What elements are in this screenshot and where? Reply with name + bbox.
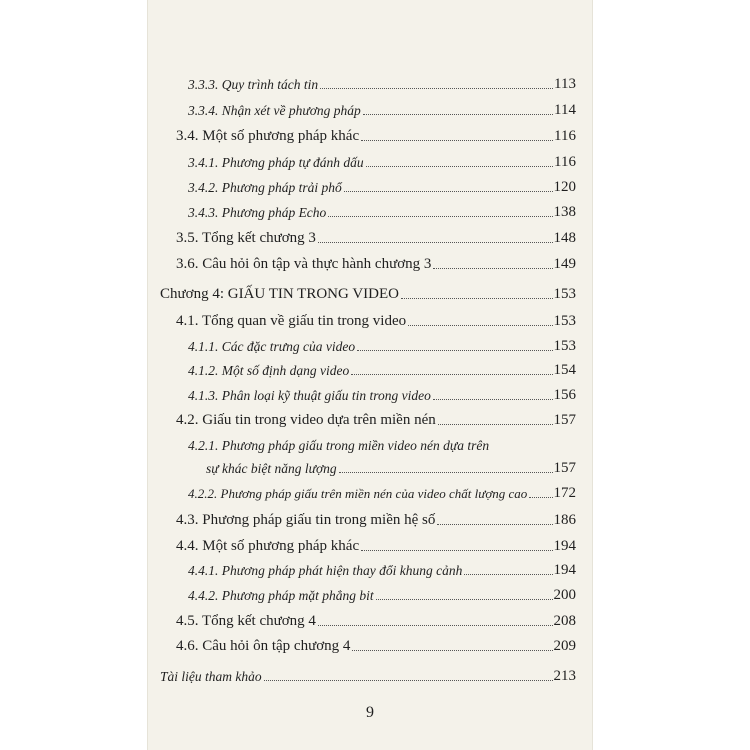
- dot-leader: [438, 424, 553, 425]
- toc-entry: [188, 485, 576, 502]
- toc-entry-label: 4.1. Tổng quan về giấu tin trong video: [176, 313, 407, 329]
- toc-entry-label: 4.6. Câu hỏi ôn tập chương 4: [176, 638, 351, 654]
- toc-entry-label: Tài liệu tham khảo: [160, 669, 262, 684]
- toc-entry-label: 4.1.3. Phân loại kỹ thuật giấu tin trong video: [188, 388, 431, 403]
- toc-entry-label: 3.4.3. Phương pháp Echo: [188, 205, 327, 220]
- dot-leader: [433, 399, 553, 400]
- dot-leader: [339, 472, 553, 473]
- toc-entry-label: 4.2.1. Phương pháp giấu trong miền video nén dựa trên: [188, 438, 490, 453]
- toc-entry-page: 113: [554, 76, 576, 92]
- book-page: [148, 0, 592, 750]
- toc-entry: [206, 460, 576, 477]
- toc-entry-label: 3.4.1. Phương pháp tự đánh dấu: [188, 155, 364, 170]
- dot-leader: [401, 298, 553, 299]
- toc-entry-label: 3.4. Một số phương pháp khác: [176, 128, 360, 144]
- dot-leader: [529, 497, 552, 498]
- toc-entry: [176, 613, 576, 630]
- toc-entry-page: 213: [553, 668, 576, 684]
- dot-leader: [318, 242, 553, 243]
- toc-entry-label: 4.5. Tổng kết chương 4: [176, 613, 316, 629]
- toc-entry-label: 3.4.2. Phương pháp trải phổ: [188, 180, 342, 195]
- dot-leader: [352, 650, 552, 651]
- toc-entry-page: 194: [553, 538, 576, 554]
- toc-entry-label: 4.2.2. Phương pháp giấu trên miền nén của video chất lượng cao: [188, 486, 528, 501]
- toc-entry-label-continued: sự khác biệt năng lượng: [206, 461, 337, 476]
- toc-entry: [176, 638, 576, 655]
- toc-entry-page: 194: [553, 562, 576, 578]
- toc-entry-page: 153: [553, 286, 576, 302]
- toc-entry-label: 4.1.2. Một số định dạng video: [188, 363, 350, 378]
- dot-leader: [433, 268, 552, 269]
- toc-entry: [188, 562, 576, 579]
- toc-entry: [160, 668, 576, 685]
- toc-entry-page: 116: [554, 128, 576, 144]
- toc-entry-page: 157: [553, 412, 576, 428]
- toc-entry: [176, 256, 576, 273]
- toc-entry-label: 4.3. Phương pháp giấu tin trong miền hệ số: [176, 512, 436, 528]
- dot-leader: [376, 599, 553, 600]
- dot-leader: [344, 191, 553, 192]
- toc-entry-label: 4.4.1. Phương pháp phát hiện thay đổi khung cảnh: [188, 563, 463, 578]
- toc-entry-page: 172: [553, 485, 576, 501]
- dot-leader: [408, 325, 552, 326]
- toc-chapter-label: Chương 4: GIẤU TIN TRONG VIDEO: [160, 286, 399, 302]
- toc-entry-page: 120: [553, 179, 576, 195]
- dot-leader: [363, 114, 553, 115]
- dot-leader: [357, 350, 552, 351]
- toc-entry: [176, 412, 576, 429]
- toc-entry-page: 200: [553, 587, 576, 603]
- toc-entry: [188, 179, 576, 196]
- toc-entry-page: 116: [554, 154, 576, 170]
- toc-entry: [188, 587, 576, 604]
- toc-entry: [188, 102, 576, 119]
- dot-leader: [328, 216, 552, 217]
- toc-entry-label: 3.3.4. Nhận xét về phương pháp: [188, 103, 361, 118]
- dot-leader: [318, 625, 553, 626]
- dot-leader: [437, 524, 552, 525]
- toc-entry-page: 186: [553, 512, 576, 528]
- dot-leader: [361, 140, 553, 141]
- dot-leader: [264, 680, 553, 681]
- toc-entry: [176, 313, 576, 330]
- dot-leader: [361, 550, 552, 551]
- toc-entry: [188, 387, 576, 404]
- dot-leader: [366, 166, 553, 167]
- table-of-contents: [148, 0, 592, 710]
- toc-entry: [176, 230, 576, 247]
- page-number: 9: [366, 704, 374, 721]
- toc-entry-page: 153: [553, 338, 576, 354]
- dot-leader: [351, 374, 552, 375]
- toc-entry-page: 114: [554, 102, 576, 118]
- toc-entry-label: 4.1.1. Các đặc trưng của video: [188, 339, 356, 354]
- toc-entry: [188, 154, 576, 171]
- toc-entry-page: 149: [553, 256, 576, 272]
- toc-entry-label: 4.4.2. Phương pháp mặt phẳng bit: [188, 588, 374, 603]
- toc-entry: [188, 362, 576, 379]
- toc-entry: [176, 538, 576, 555]
- toc-entry: [176, 128, 576, 145]
- toc-entry-page: 156: [553, 387, 576, 403]
- toc-entry-label: 3.6. Câu hỏi ôn tập và thực hành chương 3: [176, 256, 432, 272]
- toc-entry: [188, 204, 576, 221]
- toc-entry-page: 209: [553, 638, 576, 654]
- dot-leader: [320, 88, 553, 89]
- toc-entry-page: 148: [553, 230, 576, 246]
- toc-entry-page: 157: [553, 460, 576, 476]
- toc-entry-page: 138: [553, 204, 576, 220]
- toc-entry-page: 154: [553, 362, 576, 378]
- toc-entry-page: 208: [553, 613, 576, 629]
- toc-entry-label: 3.5. Tổng kết chương 3: [176, 230, 316, 246]
- dot-leader: [464, 574, 552, 575]
- toc-entry: [188, 338, 576, 355]
- toc-entry: [176, 512, 576, 529]
- toc-entry-label: 3.3.3. Quy trình tách tin: [188, 77, 319, 92]
- toc-entry-label: 4.2. Giấu tin trong video dựa trên miền nén: [176, 412, 436, 428]
- toc-entry-page: 153: [553, 313, 576, 329]
- toc-entry-label: 4.4. Một số phương pháp khác: [176, 538, 360, 554]
- toc-chapter-entry: [160, 286, 576, 303]
- toc-entry: [188, 76, 576, 93]
